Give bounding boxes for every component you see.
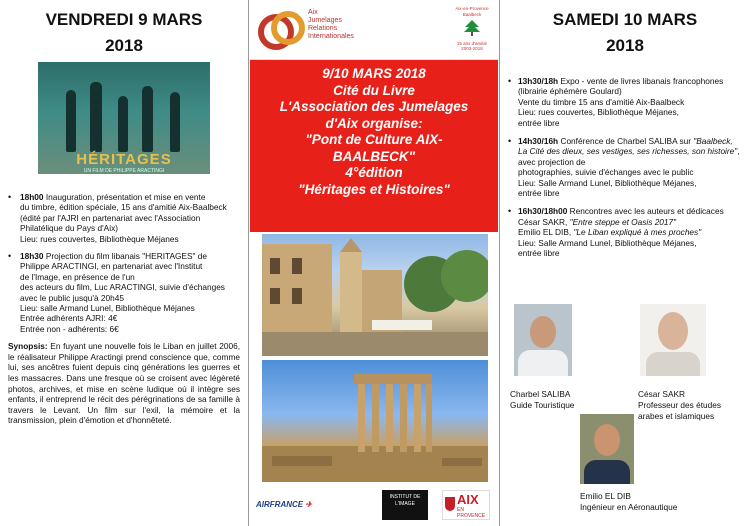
saturday-title: SAMEDI 10 MARS bbox=[552, 10, 698, 29]
author-line: César SAKR, bbox=[518, 216, 570, 227]
synopsis-label: Synopsis: bbox=[8, 341, 48, 352]
friday-year: 2018 bbox=[105, 36, 143, 55]
headline-line: 9/10 MARS 2018 bbox=[322, 66, 426, 81]
event-time: 18h30 bbox=[20, 251, 44, 262]
friday-event-projection bbox=[8, 251, 240, 334]
book-title: "Entre steppe et Oasis 2017" bbox=[569, 216, 677, 227]
conference-title: "Baalbeck, La Cité des dieux, ses vestiges, ses richesses, son histoire" bbox=[518, 136, 738, 157]
event-time: 16h30/18h00 bbox=[518, 206, 568, 217]
saturday-event-signing bbox=[508, 206, 742, 258]
event-line: Lieu: Salle Armand Lunel, Bibliothèque Méjanes, bbox=[518, 237, 697, 248]
headline-line: "Pont de Culture AIX- bbox=[305, 132, 443, 147]
headline-box bbox=[250, 60, 498, 232]
logo-line: Jumelages bbox=[308, 17, 342, 24]
aix-street-photo bbox=[262, 234, 488, 356]
logo-line: Internationales bbox=[308, 33, 354, 40]
event-time: 18h00 bbox=[20, 192, 44, 202]
portrait-charbel-saliba bbox=[514, 304, 572, 376]
bullet-icon: • bbox=[508, 76, 512, 86]
saturday-event-conference bbox=[508, 136, 742, 198]
aix-text: AIX bbox=[457, 492, 479, 507]
event-line: Projection du film libanais "HERITAGES" de bbox=[45, 251, 207, 262]
silhouette bbox=[170, 92, 180, 152]
heritages-poster bbox=[38, 62, 210, 174]
event-line: Vente du timbre 15 ans d'amitié Aix-Baalbeck bbox=[518, 96, 685, 107]
bullet-icon: • bbox=[8, 192, 12, 202]
center-panel bbox=[250, 0, 498, 526]
saturday-event-expo bbox=[508, 76, 742, 128]
event-line: (édité par l'AJRI en partenariat avec l'Association bbox=[20, 212, 201, 223]
headline-line: BAALBECK" bbox=[332, 148, 416, 164]
badge-top: Aix-en-Provence Baalbeck bbox=[455, 6, 489, 17]
event-line: Inauguration, présentation et mise en vente bbox=[45, 192, 206, 202]
event-line: (librairie éphémère Goulard) bbox=[518, 86, 622, 97]
event-line: Philippe ARACTINGI, en partenariat avec l'Institut bbox=[20, 261, 203, 272]
ajri-logo-icon bbox=[256, 4, 308, 54]
baalbeck-columns-photo bbox=[262, 360, 488, 482]
event-line: , avec projection de bbox=[518, 146, 740, 167]
logo-line: Aix bbox=[308, 9, 318, 16]
portrait-cesar-sakr bbox=[640, 304, 706, 376]
person-name: Charbel SALIBA bbox=[510, 389, 571, 399]
event-line: entrée libre bbox=[518, 117, 560, 128]
silhouette bbox=[66, 90, 76, 152]
event-time: 14h30/16h bbox=[518, 136, 559, 147]
friday-title: VENDREDI 9 MARS bbox=[45, 10, 203, 29]
event-line: Entrée non - adhérents: 6€ bbox=[20, 323, 119, 334]
bullet-icon: • bbox=[508, 136, 512, 147]
event-lead: Rencontres avec les auteurs et dédicaces bbox=[569, 206, 724, 217]
sponsor-logos bbox=[250, 488, 498, 524]
aix-subtext: EN PROVENCE bbox=[457, 507, 486, 519]
silhouette bbox=[118, 96, 128, 152]
event-line: photographies, suivie d'échanges avec le public bbox=[518, 167, 694, 178]
person-cesar-sakr bbox=[638, 389, 746, 422]
airfrance-logo bbox=[256, 500, 312, 509]
event-line: entrée libre bbox=[518, 248, 560, 259]
book-title: "Le Liban expliqué à mes proches" bbox=[573, 227, 702, 238]
anniversary-badge bbox=[452, 6, 492, 52]
poster-title: HÉRITAGES bbox=[76, 151, 172, 168]
event-line: Lieu: rues couvertes, Bibliothèque Méjanes bbox=[20, 233, 179, 244]
silhouette bbox=[142, 86, 153, 152]
event-line: des acteurs du film, Luc ARACTINGI, suivie d'échanges bbox=[20, 282, 225, 293]
person-name: Emilio EL DIB bbox=[580, 491, 631, 501]
friday-event-inauguration bbox=[8, 192, 240, 244]
person-emilio-el-dib bbox=[580, 491, 677, 513]
film-synopsis bbox=[8, 341, 240, 426]
headline-line: d'Aix organise: bbox=[325, 115, 423, 131]
event-line: de l'Image, en présence de l'un bbox=[20, 271, 135, 282]
event-line: avec le public jusqu'à 20h45 bbox=[20, 292, 124, 303]
headline-line: 4°édition bbox=[345, 165, 403, 180]
person-role: Ingénieur en Aéronautique bbox=[580, 502, 678, 512]
event-line: Philatélique du Pays d'Aix) bbox=[20, 223, 118, 234]
friday-panel bbox=[0, 0, 249, 526]
event-line: du timbre, édition spéciale, 15 ans d'amitié Aix-Baalbeck bbox=[20, 202, 227, 213]
event-line: Entrée adhérents AJRI: 4€ bbox=[20, 313, 118, 324]
author-line: Emilio EL DIB, bbox=[518, 227, 574, 238]
event-lead: Conférence de Charbel SALIBA sur bbox=[560, 136, 691, 147]
person-role: Guide Touristique bbox=[510, 400, 575, 410]
event-line: Expo - vente de livres libanais francophones bbox=[560, 76, 724, 86]
event-time: 13h30/18h bbox=[518, 76, 559, 86]
ajri-header bbox=[250, 0, 498, 60]
person-charbel-saliba bbox=[510, 389, 574, 411]
person-name: César SAKR bbox=[638, 389, 686, 399]
logo-line: Relations bbox=[308, 25, 338, 32]
event-line: Lieu: salle Armand Lunel, Bibliothèque Méjanes bbox=[20, 303, 195, 314]
person-role: Professeur des études arabes et islamiques bbox=[638, 400, 722, 421]
event-line: Lieu: Salle Armand Lunel, Bibliothèque Méjanes, bbox=[518, 177, 697, 188]
airfrance-text: AIRFRANCE bbox=[256, 500, 304, 509]
ajri-logo-text bbox=[308, 9, 354, 41]
silhouette bbox=[90, 82, 102, 152]
institut-image-logo: INSTITUT DE L'IMAGE bbox=[382, 490, 428, 520]
synopsis-text: En fuyant une nouvelle fois le Liban en juillet 2006, le réalisateur Philippe Aractingi prend conscience que, comme lui, ses ancêtres fuient depuis cinq générations les guerres et les massacres. Dans une fresque où se croisent avec légèreté photos, archives, et mise en scène ludique où il intègre ses enfants, il entreprend le récit des pérégrinations de sa famille à travers le Levant. Un film sur l'exil, la mémoire et la transmission, plein d'émotion et d'honnêteté. bbox=[8, 341, 240, 426]
bullet-icon: • bbox=[508, 206, 512, 217]
saturday-year: 2018 bbox=[606, 36, 644, 55]
event-line: entrée libre bbox=[518, 188, 560, 199]
cedar-icon bbox=[463, 19, 481, 37]
headline-line: Cité du Livre bbox=[333, 82, 415, 98]
portrait-emilio-el-dib bbox=[580, 414, 634, 484]
airfrance-mark: ✈ bbox=[303, 500, 313, 509]
event-line: Lieu: rues couvertes, Bibliothèque Méjanes, bbox=[518, 107, 679, 118]
poster-subtitle: UN FILM DE PHILIPPE ARACTINGI bbox=[83, 168, 165, 174]
bullet-icon: • bbox=[8, 251, 12, 262]
aix-en-provence-logo bbox=[442, 490, 490, 520]
headline-line: L'Association des Jumelages bbox=[279, 99, 469, 114]
headline-line: "Héritages et Histoires" bbox=[298, 181, 450, 197]
saturday-panel bbox=[499, 0, 750, 526]
badge-bottom: 15 ans d'amitié 2003-2018 bbox=[456, 40, 488, 51]
shield-icon bbox=[445, 497, 455, 511]
